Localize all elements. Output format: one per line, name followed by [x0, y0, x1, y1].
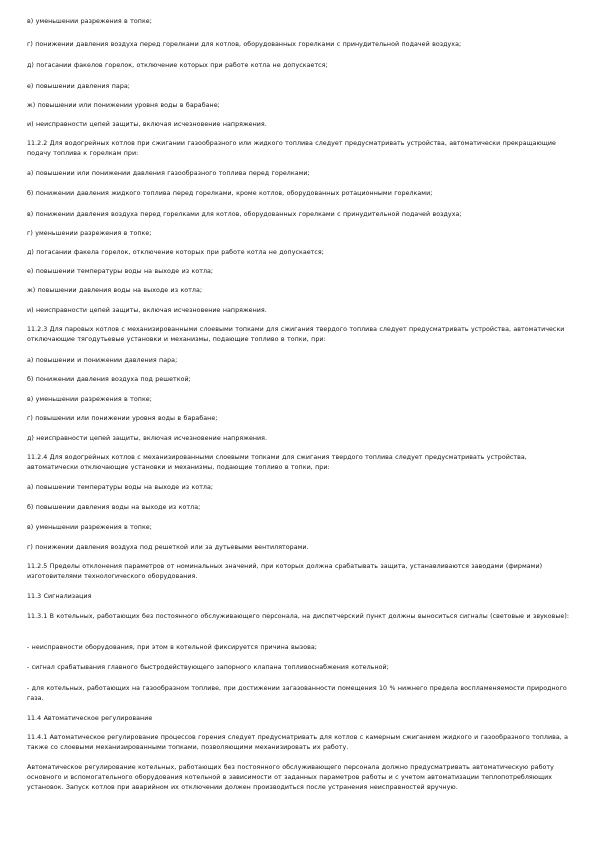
section-paragraph: 11.3.1 В котельных, работающих без постоянного обслуживающего персонала, на диспетчерский пункт должны выноситься сигналы (световые и звуковые):	[27, 613, 570, 620]
list-item: - для котельных, работающих на газообразном топливе, при достижении загазованности помещения 10 % нижнего предела воспламеняемости природного газа.	[27, 685, 567, 702]
section-paragraph: 11.4.1 Автоматическое регулирование процессов горения следует предусматривать для котлов с камерным сжиганием жидкого и газообразного топлива, а также со слоевыми механизированными топками, позволяющими механизировать их работу.	[27, 734, 569, 751]
list-item: в) уменьшении разрежения в топке;	[27, 18, 152, 25]
section-heading: 11.3 Сигнализация	[27, 593, 92, 600]
list-item: а) повышении и понижении давления пара;	[27, 357, 178, 364]
section-paragraph: 11.2.3 Для паровых котлов с механизированными слоевыми топками для сжигания твердого топлива следует предусматривать устройства, автоматически отключающие тягодутьевые установки и механизмы, подающие топливо в топки, при:	[27, 326, 565, 343]
list-item: е) повышении температуры воды на выходе из котла;	[27, 268, 214, 275]
section-heading: 11.4 Автоматическое регулирование	[27, 715, 153, 722]
section-paragraph: Автоматическое регулирование котельных, работающих без постоянного обслуживающего персонала должно предусматривать автоматическую работу основного и вспомогательного оборудования котельной в зависимости от заданных параметров работы и с учетом автоматизации теплопотребляющих установок. Запуск котлов при аварийном их отключении должен производиться после устранения неисправностей вручную.	[27, 764, 554, 791]
list-item: ж) повышении давления воды на выходе из котла;	[27, 287, 203, 294]
list-item: а) повышении температуры воды на выходе из котла;	[27, 484, 214, 491]
list-item: д) погасании факела горелок, отключение которых при работе котла не допускается;	[27, 249, 324, 256]
list-item: в) понижении давления воздуха перед горелками для котлов, оборудованных горелками с принудительной подачей воздуха;	[27, 211, 462, 218]
list-item: е) повышении давления пара;	[27, 83, 130, 90]
list-item: а) повышении или понижении давления газообразного топлива перед горелками;	[27, 170, 310, 177]
list-item: д) погасании факелов горелок, отключение которых при работе котла не допускается;	[27, 62, 328, 69]
list-item: б) понижении давления жидкого топлива перед горелками, кроме котлов, оборудованных ротационными горелками;	[27, 190, 433, 197]
list-item: - сигнал срабатывания главного быстродействующего запорного клапана топливоснабжения котельной;	[27, 664, 389, 671]
list-item: г) понижении давления воздуха перед горелками для котлов, оборудованных горелками с принудительной подачей воздуха;	[27, 41, 462, 48]
list-item: ж) повышении или понижении уровня воды в барабане;	[27, 102, 220, 109]
list-item: б) понижении давления воздуха под решеткой;	[27, 376, 191, 383]
section-paragraph: 11.2.5 Пределы отклонения параметров от номинальных значений, при которых должна срабатывать защита, устанавливаются заводами (фирмами) изготовителями технологического оборудования.	[27, 563, 543, 580]
list-item: и) неисправности цепей защиты, включая исчезновение напряжения.	[27, 121, 267, 128]
list-item: г) понижении давления воздуха под решеткой или за дутьевыми вентиляторами.	[27, 544, 309, 551]
list-item: г) повышении или понижении уровня воды в барабане;	[27, 415, 218, 422]
list-item: - неисправности оборудования, при этом в котельной фиксируется причина вызова;	[27, 644, 317, 651]
list-item: б) повышении давления воды на выходе из котла;	[27, 504, 201, 511]
list-item: в) уменьшении разрежения в топке;	[27, 524, 152, 531]
section-paragraph: 11.2.2 Для водогрейных котлов при сжигании газообразного или жидкого топлива следует предусматривать устройства, автоматически прекращающие подачу топлива к горелкам при:	[27, 140, 556, 157]
list-item: г) уменьшении разрежения в топке;	[27, 230, 152, 237]
list-item: в) уменьшении разрежения в топке;	[27, 396, 152, 403]
list-item: д) неисправности цепей защиты, включая исчезновение напряжения.	[27, 435, 268, 442]
section-paragraph: 11.2.4 Для водогрейных котлов с механизированными слоевыми топками для сжигания твердого топлива следует предусматривать устройства, автоматически отключающие установки и механизмы, подающие топливо в топки, при:	[27, 454, 527, 471]
list-item: и) неисправности цепей защиты, включая исчезновение напряжения.	[27, 307, 267, 314]
